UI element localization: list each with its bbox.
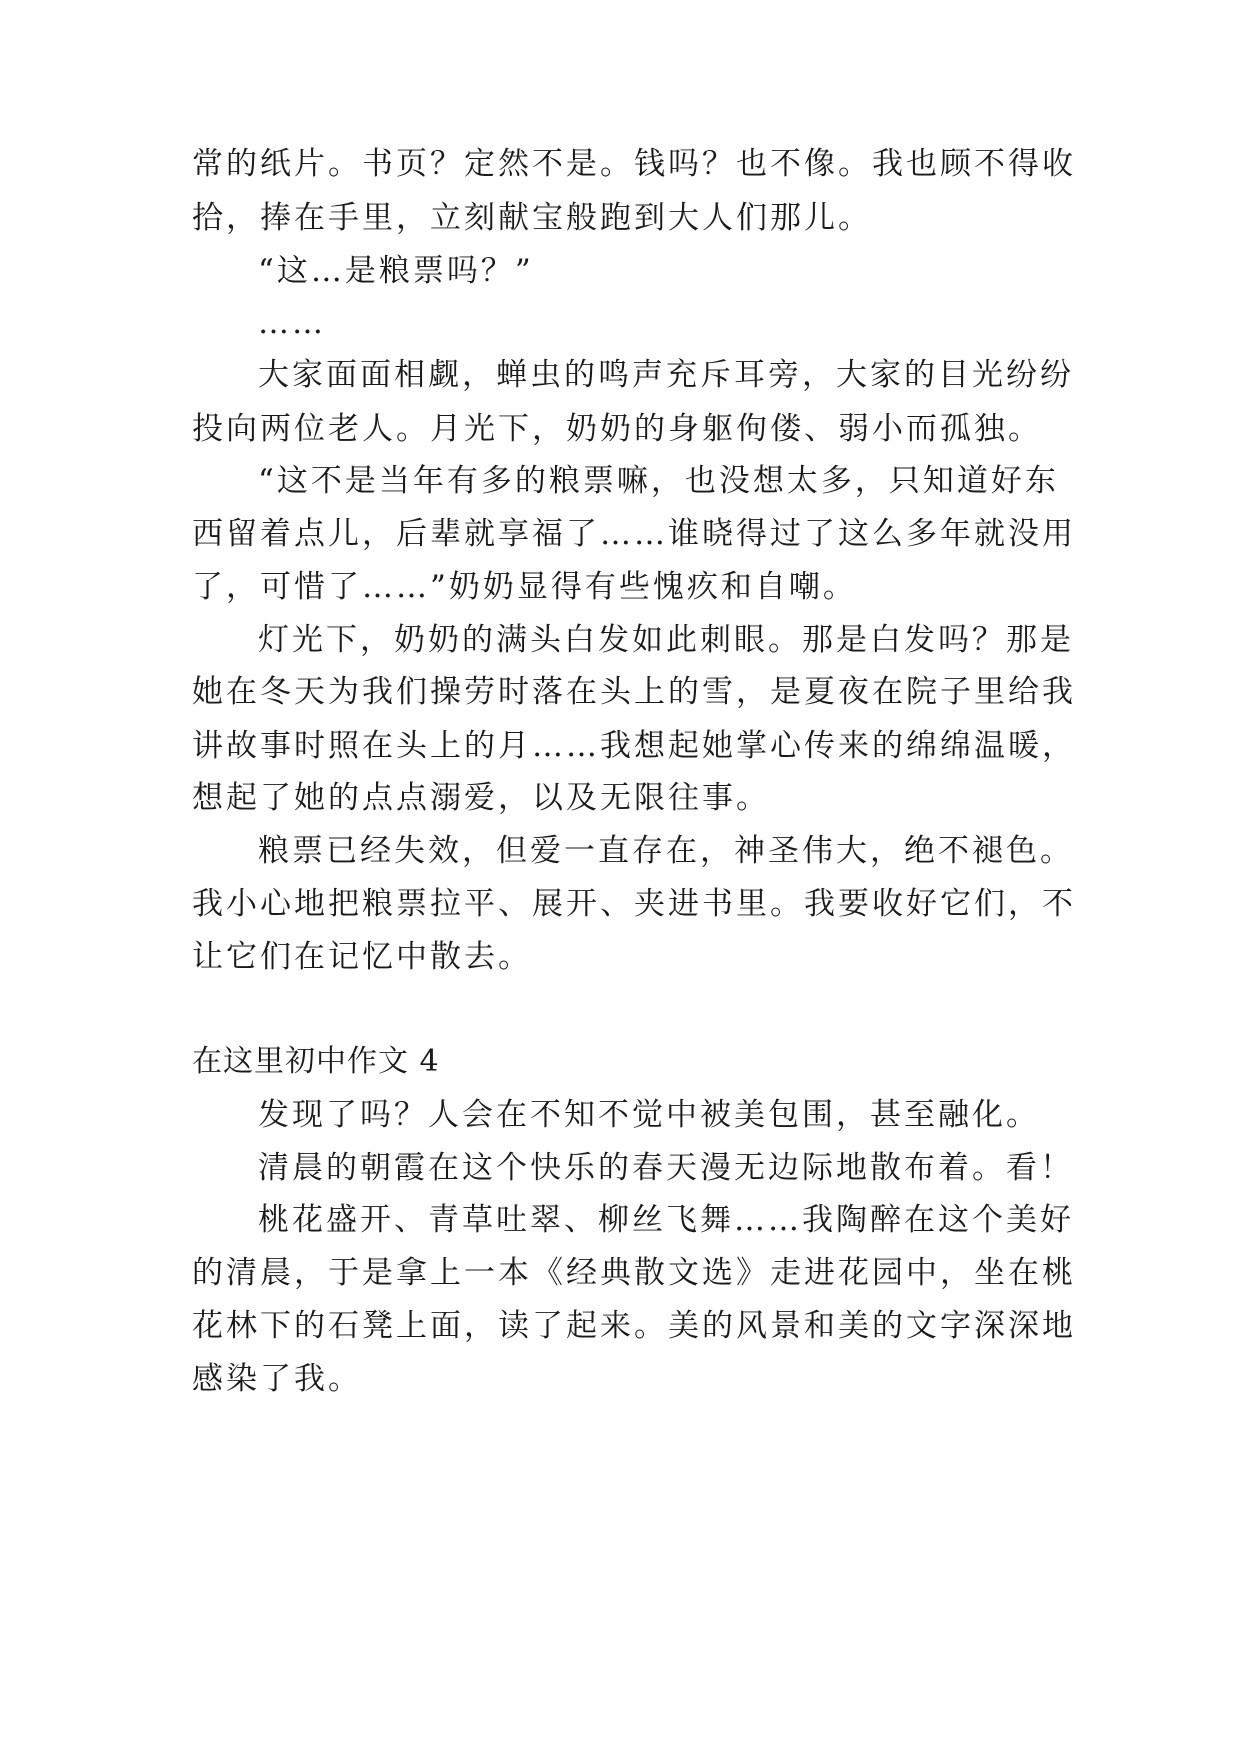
paragraph-line: 粮票已经失效，但爱一直存在，神圣伟大，绝不褪色。 [258,833,1074,869]
paragraph-line: 讲故事时照在头上的月……我想起她掌心传来的绵绵温暖， [192,728,1076,764]
paragraph-line: 感染了我。 [192,1361,362,1397]
paragraph-line: 的清晨，于是拿上一本《经典散文选》走进花园中，坐在桃 [192,1255,1076,1291]
section-heading: 在这里初中作文 4 [192,1044,440,1079]
paragraph-line: 我小心地把粮票拉平、展开、夹进书里。我要收好它们，不 [192,886,1076,922]
paragraph-line: 桃花盛开、青草吐翠、柳丝飞舞……我陶醉在这个美好 [258,1202,1074,1238]
paragraph-line: 拾，捧在手里，立刻献宝般跑到大人们那儿。 [192,200,872,236]
paragraph-line: 清晨的朝霞在这个快乐的春天漫无边际地散布着。看！ [258,1150,1074,1186]
paragraph-line: …… [258,305,326,341]
paragraph-line: 发现了吗？人会在不知不觉中被美包围，甚至融化。 [258,1097,1040,1133]
paragraph-line: 西留着点儿，后辈就享福了……谁晓得过了这么多年就没用 [192,516,1076,552]
paragraph-line: 她在冬天为我们操劳时落在头上的雪，是夏夜在院子里给我 [192,674,1076,710]
paragraph-line: 让它们在记忆中散去。 [192,939,532,975]
paragraph-line: 灯光下，奶奶的满头白发如此刺眼。那是白发吗？那是 [258,622,1074,658]
paragraph-line: “这不是当年有多的粮票嘛，也没想太多，只知道好东 [258,463,1059,499]
paragraph-line: 了，可惜了……”奶奶显得有些愧疚和自嘲。 [192,569,857,605]
paragraph-line: 常的纸片。书页？定然不是。钱吗？也不像。我也顾不得收 [192,146,1076,182]
paragraph-line: 想起了她的点点溺爱，以及无限往事。 [192,780,770,816]
paragraph-line: 花林下的石凳上面，读了起来。美的风景和美的文字深深地 [192,1308,1076,1344]
paragraph-line: “这…是粮票吗？” [258,253,534,289]
paragraph-line: 大家面面相觑，蝉虫的鸣声充斥耳旁，大家的目光纷纷 [258,357,1074,393]
paragraph-line: 投向两位老人。月光下，奶奶的身躯佝偻、弱小而孤独。 [192,411,1042,447]
